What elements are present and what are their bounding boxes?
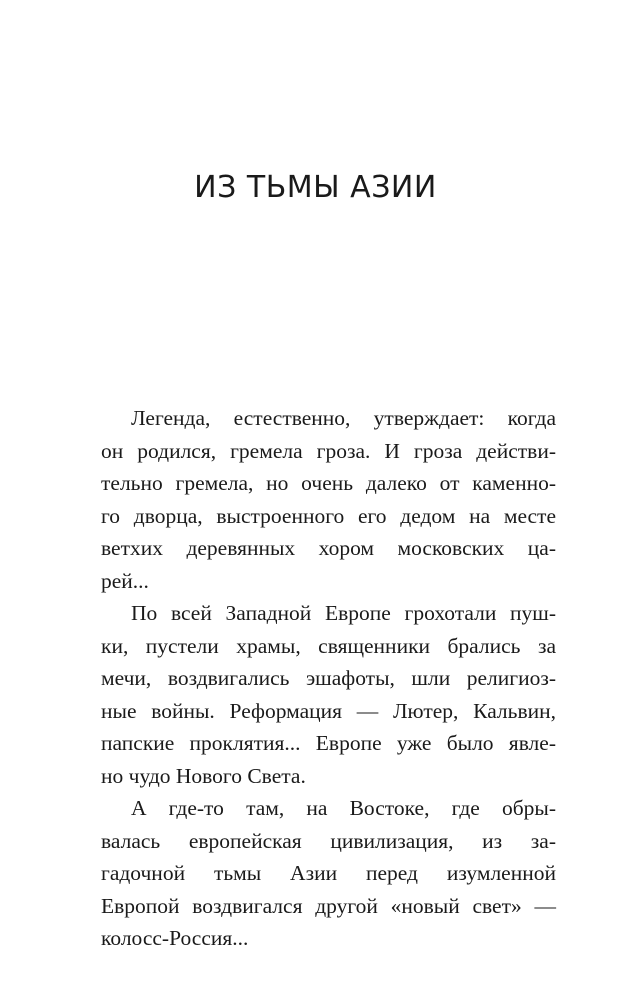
text-line: папские проклятия... Европе уже было явле- xyxy=(101,731,556,755)
paragraph xyxy=(101,597,556,792)
text-line: ки, пустели храмы, священники брались за xyxy=(101,633,556,658)
text-line: он родился, гремела гроза. И гроза действи- xyxy=(101,438,556,463)
body-text xyxy=(101,402,556,955)
paragraph xyxy=(101,792,556,955)
chapter-title: ИЗ ТЬМЫ АЗИИ xyxy=(194,170,437,205)
text-line: го дворца, выстроенного его дедом на месте xyxy=(101,503,556,528)
text-line: По всей Западной Европе грохотали пуш- xyxy=(131,601,556,625)
text-line: ные войны. Реформация — Лютер, Кальвин, xyxy=(101,698,556,723)
paragraph xyxy=(101,402,556,597)
text-line: Легенда, естественно, утверждает: когда xyxy=(131,406,556,430)
text-line: ветхих деревянных хором московских ца- xyxy=(101,536,556,560)
text-line: Европой воздвигался другой «новый свет» — xyxy=(101,893,556,918)
text-line: тельно гремела, но очень далеко от каменно- xyxy=(101,471,556,495)
text-line: валась европейская цивилизация, из за- xyxy=(101,828,556,853)
text-line: колосс-Россия... xyxy=(101,926,249,950)
text-line: мечи, воздвигались эшафоты, шли религиоз- xyxy=(101,666,556,690)
text-line: А где-то там, на Востоке, где обры- xyxy=(131,796,556,820)
text-line: гадочной тьмы Азии перед изумленной xyxy=(101,861,556,885)
text-line: но чудо Нового Света. xyxy=(101,763,306,788)
text-line: рей... xyxy=(101,568,149,593)
